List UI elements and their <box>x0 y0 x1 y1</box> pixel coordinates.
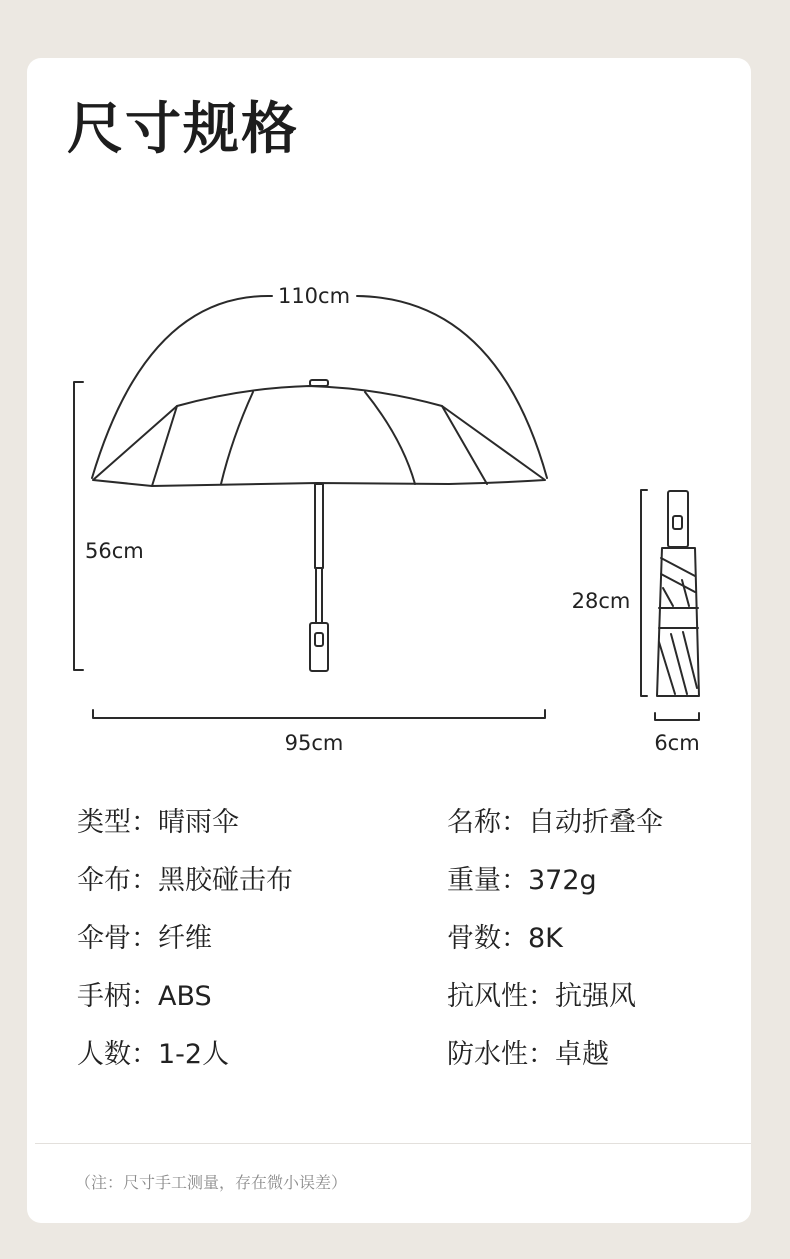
spec-label: 抗风性 <box>447 981 528 1012</box>
folded-width-dimension-line <box>655 713 699 720</box>
spec-list-left <box>77 803 293 1093</box>
spec-label: 防水性 <box>447 1039 528 1070</box>
spec-row-weight: 重量：372g <box>447 865 597 896</box>
spec-row-type: 类型：晴雨伞 <box>77 807 239 838</box>
spec-value: 纤维 <box>158 923 212 954</box>
umbrella-top-knob <box>310 380 328 386</box>
spec-label: 重量 <box>447 865 501 896</box>
canopy-outline <box>93 386 545 486</box>
spec-label: 人数 <box>77 1039 131 1070</box>
width-dimension-line <box>93 710 545 718</box>
folded-handle <box>668 491 688 547</box>
spec-row-handle: 手柄：ABS <box>77 981 212 1012</box>
spec-value: 1-2人 <box>158 1039 230 1070</box>
arc-dimension-line <box>92 296 272 478</box>
umbrella-diagram <box>27 58 751 778</box>
page-title: 尺寸规格 <box>67 97 299 162</box>
arc-dimension-line-right <box>357 296 547 478</box>
umbrella-lower-shaft <box>316 568 322 623</box>
spec-row-rib-count: 骨数：8K <box>447 923 563 954</box>
spec-value: 黑胶碰击布 <box>158 865 293 896</box>
spec-row-wind-resistance: 抗风性：抗强风 <box>447 981 636 1012</box>
folded-width-label: 6cm <box>654 731 700 755</box>
spec-value: 8K <box>528 923 563 954</box>
width-label: 95cm <box>284 731 344 755</box>
spec-value: 晴雨伞 <box>158 807 239 838</box>
spec-row-ribs: 伞骨：纤维 <box>77 923 212 954</box>
spec-label: 名称 <box>447 807 501 838</box>
spec-row-capacity: 人数：1-2人 <box>77 1039 230 1070</box>
spec-list-right <box>447 803 663 1093</box>
umbrella-shaft <box>315 484 323 568</box>
height-label: 56cm <box>85 539 144 563</box>
spec-label: 手柄 <box>77 981 131 1012</box>
spec-label: 伞布 <box>77 865 131 896</box>
measurement-note: （注：尺寸手工测量，存在微小误差） <box>75 1173 348 1192</box>
spec-row-fabric: 伞布：黑胶碰击布 <box>77 865 293 896</box>
spec-label: 伞骨 <box>77 923 131 954</box>
spec-value: 卓越 <box>555 1039 609 1070</box>
folded-handle-button-icon <box>673 516 682 529</box>
spec-value: 372g <box>528 865 597 896</box>
spec-label: 类型 <box>77 807 131 838</box>
arc-label: 110cm <box>277 284 351 308</box>
spec-value: ABS <box>158 981 212 1012</box>
spec-value: 自动折叠伞 <box>528 807 663 838</box>
folded-height-label: 28cm <box>571 589 631 613</box>
spec-card <box>27 58 751 1223</box>
spec-row-name: 名称：自动折叠伞 <box>447 807 663 838</box>
spec-value: 抗强风 <box>555 981 636 1012</box>
footer-divider <box>35 1143 751 1144</box>
handle-button-icon <box>315 633 323 646</box>
spec-label: 骨数 <box>447 923 501 954</box>
folded-height-dimension-line <box>641 490 647 696</box>
height-dimension-line <box>74 382 83 670</box>
spec-row-waterproof: 防水性：卓越 <box>447 1039 609 1070</box>
